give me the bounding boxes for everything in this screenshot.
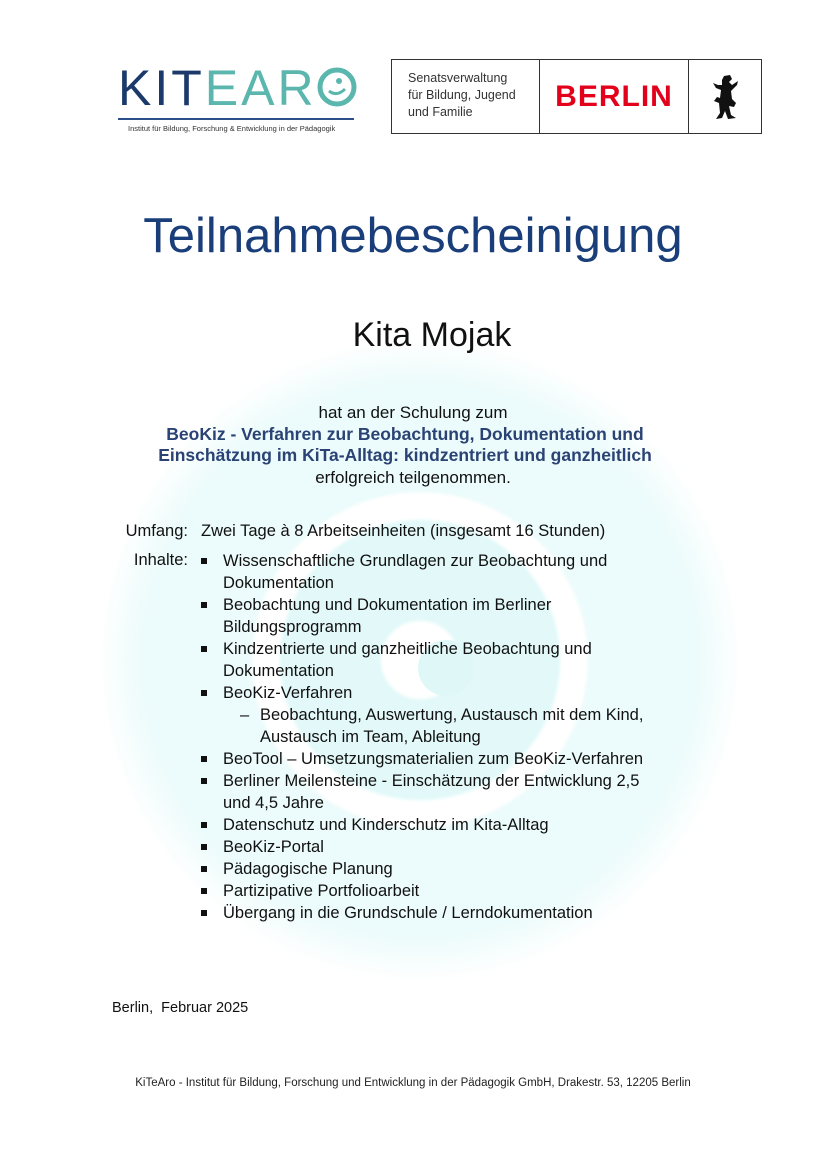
senate-line: für Bildung, Jugend [408, 88, 516, 102]
senate-line: Senatsverwaltung [408, 71, 508, 85]
list-item: Beobachtung und Dokumentation im Berliner Bildungsprogramm [223, 596, 552, 636]
dash-icon: – [240, 706, 250, 724]
list-item: BeoTool – Umsetzungsmaterialien zum BeoKiz-Verfahren [223, 750, 644, 768]
list-item: Übergang in die Grundschule / Lerndokumentation [223, 904, 593, 922]
berlin-wordmark: BERLIN [540, 60, 689, 133]
sub-list-item: Beobachtung, Auswertung, Austausch mit dem Kind, Austausch im Team, Ableitung [260, 706, 644, 746]
course-line: Einschätzung im KiTa-Alltag: kindzentriert und ganzheitlich [158, 445, 652, 465]
bullet-icon [201, 888, 207, 894]
intro-text: hat an der Schulung zum [318, 403, 508, 422]
bullet-icon [201, 778, 207, 784]
participant-name: Kita Mojak [352, 316, 512, 354]
berlin-bear-icon [689, 60, 761, 133]
list-item: Kindzentrierte und ganzheitliche Beobachtung und Dokumentation [223, 640, 592, 680]
course-line: BeoKiz - Verfahren zur Beobachtung, Dokumentation und [166, 424, 644, 444]
inhalte-label: Inhalte: [133, 551, 188, 569]
logo-subtitle: Institut für Bildung, Forschung & Entwicklung in der Pädagogik [128, 124, 336, 133]
kitearo-logo: KITEAR [118, 62, 357, 114]
bullet-icon [201, 910, 207, 916]
senate-name [392, 60, 540, 133]
senate-line: und Familie [408, 105, 473, 119]
bullet-icon [201, 646, 207, 652]
course-title [0, 424, 810, 466]
umfang-label: Umfang: [125, 522, 188, 540]
bullet-icon [201, 866, 207, 872]
outro-text: erfolgreich teilgenommen. [315, 468, 511, 487]
bullet-icon [201, 602, 207, 608]
list-item: Datenschutz und Kinderschutz im Kita-Alltag [223, 816, 549, 834]
footer-address: KiTeAro - Institut für Bildung, Forschung und Entwicklung in der Pädagogik GmbH, Drakestr. 53, 12205 Berlin [135, 1077, 691, 1089]
umfang-value: Zwei Tage à 8 Arbeitseinheiten (insgesamt 16 Stunden) [201, 522, 606, 540]
bullet-icon [201, 558, 207, 564]
senate-logo-box [391, 59, 762, 134]
list-item: Berliner Meilensteine - Einschätzung der Entwicklung 2,5 und 4,5 Jahre [223, 772, 640, 812]
list-item: BeoKiz-Verfahren [223, 684, 353, 702]
list-item: Wissenschaftliche Grundlagen zur Beobachtung und Dokumentation [223, 552, 608, 592]
bullet-icon [201, 756, 207, 762]
logo-divider [118, 118, 354, 120]
bullet-icon [201, 690, 207, 696]
place-date: Berlin, Februar 2025 [112, 1000, 249, 1016]
list-item: Partizipative Portfolioarbeit [223, 882, 420, 900]
page-title: Teilnahmebescheinigung [143, 209, 683, 263]
list-item: BeoKiz-Portal [223, 838, 324, 856]
list-item: Pädagogische Planung [223, 860, 393, 878]
bullet-icon [201, 822, 207, 828]
bullet-icon [201, 844, 207, 850]
